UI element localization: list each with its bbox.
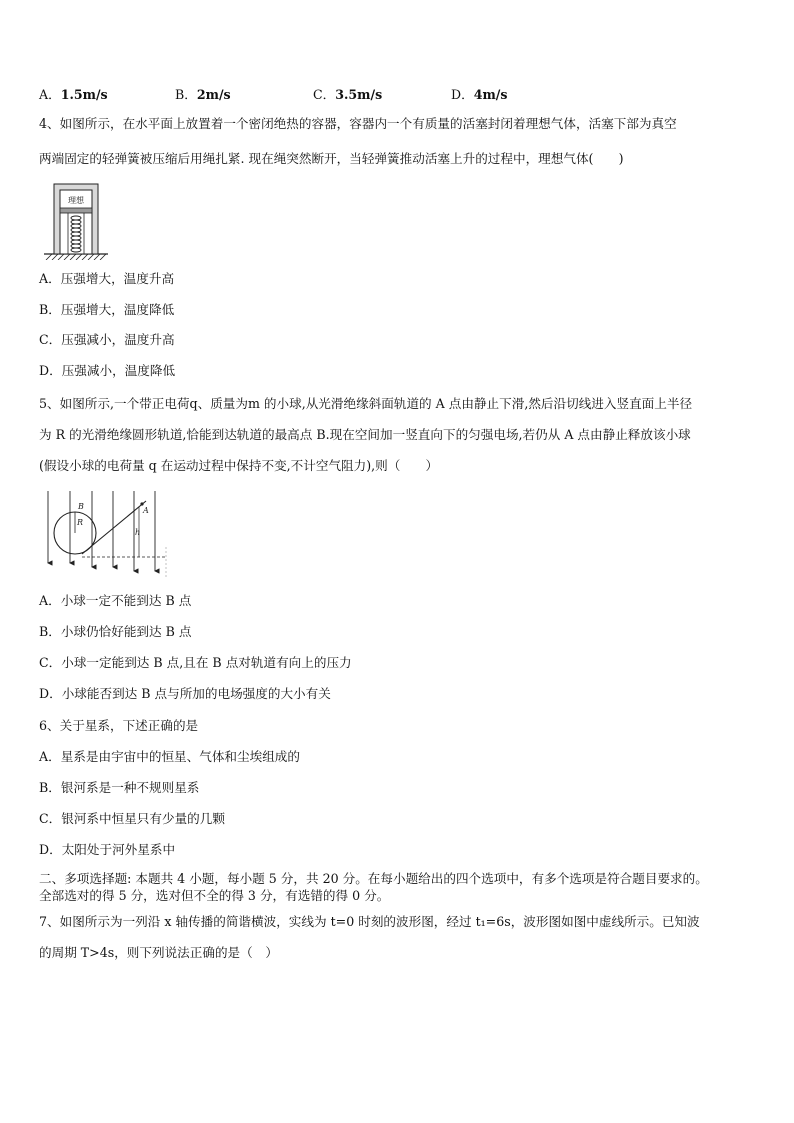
- q5-stem-line2: 为 R 的光滑绝缘圆形轨道,恰能到达轨道的最高点 B.现在空间加一竖直向下的匀强电场,若仍从 A 点由静止释放该小球: [39, 427, 691, 442]
- q3-option-a: A．1.5m/s: [39, 87, 108, 102]
- section2-heading-line2: 全部选对的得 5 分，选对但不全的得 3 分，有选错的得 0 分。: [39, 888, 390, 903]
- q6-option-b: B．银河系是一种不规则星系: [39, 780, 200, 795]
- q7-stem-line1: 7、如图所示为一列沿 x 轴传播的简谐横波，实线为 t=0 时刻的波形图，经过 t₁=6s，波形图如图中虚线所示。已知波: [39, 914, 700, 929]
- q3-option-d: D．4m/s: [451, 87, 508, 102]
- section2-heading-line1: 二、多项选择题: 本题共 4 小题，每小题 5 分，共 20 分。在每小题给出的四个选项中，有多个选项是符合题目要求的。: [39, 871, 708, 886]
- q4-stem-line2: 两端固定的轻弹簧被压缩后用绳扎紧. 现在绳突然断开，当轻弹簧推动活塞上升的过程中，理想气体( ): [39, 151, 624, 166]
- q4-option-d: D．压强减小，温度降低: [39, 363, 176, 378]
- q4-stem-line1: 4、如图所示，在水平面上放置着一个密闭绝热的容器，容器内一个有质量的活塞封闭着理想气体，活塞下部为真空: [39, 116, 677, 131]
- q5-stem-line1: 5、如图所示,一个带正电荷q、质量为m 的小球,从光滑绝缘斜面轨道的 A 点由静止下滑,然后沿切线进入竖直面上半径: [39, 396, 693, 411]
- q4-option-c: C．压强减小，温度升高: [39, 332, 175, 347]
- q7-stem-line2: 的周期 T>4s，则下列说法正确的是（ ）: [39, 945, 278, 960]
- piston: [60, 208, 92, 213]
- q3-options: [39, 84, 759, 100]
- q6-option-a: A．星系是由宇宙中的恒星、气体和尘埃组成的: [39, 749, 300, 764]
- q5-stem-line3: (假设小球的电荷量 q 在运动过程中保持不变,不计空气阻力),则（ ）: [39, 458, 439, 473]
- label-h: h: [135, 528, 141, 537]
- label-r: R: [77, 518, 84, 527]
- q6-option-c: C．银河系中恒星只有少量的几颗: [39, 811, 225, 826]
- gas-label: 理想: [68, 196, 84, 205]
- q5-track-figure: [42, 487, 170, 579]
- q4-option-a: A．压强增大，温度升高: [39, 271, 175, 286]
- q5-option-a: A．小球一定不能到达 B 点: [39, 593, 192, 608]
- q5-option-b: B．小球仍恰好能到达 B 点: [39, 624, 192, 639]
- q4-container-figure: [44, 178, 108, 260]
- label-a: A: [143, 506, 149, 515]
- q5-option-d: D．小球能否到达 B 点与所加的电场强度的大小有关: [39, 686, 331, 701]
- q6-stem: 6、关于星系，下述正确的是: [39, 718, 199, 733]
- q5-option-c: C．小球一定能到达 B 点,且在 B 点对轨道有向上的压力: [39, 655, 352, 670]
- q6-option-d: D．太阳处于河外星系中: [39, 842, 176, 857]
- q3-option-c: C．3.5m/s: [313, 87, 383, 102]
- label-b: B: [78, 502, 84, 511]
- q4-option-b: B．压强增大，温度降低: [39, 302, 175, 317]
- q3-option-b: B．2m/s: [175, 87, 231, 102]
- ground-hatch: [46, 254, 106, 260]
